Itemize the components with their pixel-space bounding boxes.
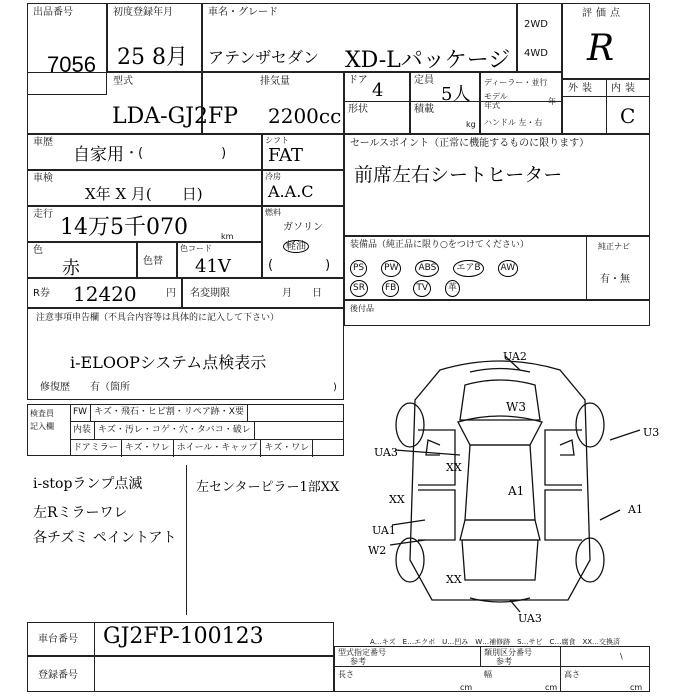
car-name-value: アテンザセダン [208, 48, 320, 67]
shift-label: シフト [265, 136, 289, 145]
first-reg-label: 初度登録年月 [113, 7, 173, 18]
ac-label: 冷房 [265, 172, 281, 181]
inspector-cell: キズ・汚レ・コゲ・穴・タバコ・破レ [95, 422, 255, 439]
inspection-value: X年 X 月( 日) [85, 185, 203, 203]
recycle-unit: 円 [166, 288, 176, 299]
displacement-label: 排気量 [260, 76, 290, 87]
afterfit-label: 後付品 [350, 304, 374, 313]
equipment-item-r2-2: TV [413, 280, 431, 297]
mark-roof: W3 [506, 400, 526, 414]
mark-left-lower-2: W2 [368, 544, 387, 557]
length-unit: cm [460, 683, 473, 692]
sales-point-value: 前席左右シートヒーター [354, 164, 563, 186]
equipment-item-r1-2: ABS [415, 260, 439, 277]
inspector-cell: ホイール・キャップ [174, 440, 262, 457]
equipment-item-r1-4: AW [498, 260, 519, 277]
notes-value: i-ELOOPシステム点検表示 [70, 353, 267, 372]
afterfit-box [344, 300, 650, 326]
color-box [27, 242, 137, 278]
color-code-label: 色コード [180, 244, 212, 253]
mark-left-lower-1: UA1 [372, 524, 396, 537]
mark-left: XX [389, 493, 405, 506]
ac-value: A.A.C [268, 182, 314, 201]
capacity-value: 5人 [441, 84, 471, 105]
history-value: 自家用 [73, 145, 124, 165]
exterior-label: 外装 [568, 83, 596, 94]
color-value: 赤 [62, 258, 80, 279]
nav-label: 純正ナビ [598, 242, 630, 251]
category-ref: 参考 [496, 657, 512, 666]
inspector-label-1: 検査員 [30, 409, 54, 418]
interior-label: 内装 [611, 83, 639, 94]
width-unit: cm [545, 683, 558, 692]
inspector-cell: FW [70, 404, 91, 421]
doors-label: ドア [348, 75, 368, 86]
repair-label: 修復歴 有（箇所 [40, 382, 130, 393]
equipment-item-r2-3: 革 [445, 280, 460, 297]
mileage-label: 走行 [33, 209, 53, 220]
inspector-label-2: 記入欄 [30, 422, 54, 431]
load-unit: kg [466, 120, 476, 129]
mark-right-side: A1 [628, 503, 643, 516]
inspector-cell: キズ・ワレ [122, 440, 174, 457]
mark-left-upper: UA3 [374, 446, 398, 459]
inspector-row [70, 404, 344, 422]
fuel-label: 燃料 [265, 208, 281, 217]
shift-value: FAT [268, 145, 303, 166]
doors-value: 4 [372, 80, 384, 101]
equipment-item-r2-0: SR [350, 280, 368, 297]
recycle-value: 12420 [73, 282, 137, 306]
inspector-row [70, 422, 344, 440]
color-label: 色 [33, 245, 43, 256]
equipment-row-2 [350, 280, 460, 297]
score-label: 評価点 [582, 8, 624, 19]
recycle-label: R券 [33, 288, 50, 299]
drive-4wd: 4WD [524, 48, 548, 59]
mileage-value: 14万5千070 [60, 215, 188, 240]
drive-box [517, 3, 562, 72]
fuel-value: ガソリン [283, 222, 323, 233]
grade-value: XD-Lパッケージ [345, 48, 511, 73]
load-label: 積載 [414, 104, 434, 115]
mark-top: UA2 [503, 350, 527, 363]
model-year-label: モデル年式 [484, 92, 508, 110]
model-label: 型式 [113, 76, 133, 87]
damage-legend: A…キズ E…エクボ U…凹み W…補修跡 S…サビ C…腐食 XX…交換済 [370, 638, 621, 646]
height-label: 高さ [564, 670, 580, 679]
equipment-label: 装備品（純正品に限り○をつけてください） [350, 240, 529, 250]
handle-label: ハンドル 左・右 [484, 118, 543, 127]
handwritten-note-2: 左Rミラーワレ [33, 505, 128, 521]
inspector-cell: 内装 [70, 422, 95, 439]
handwritten-note-1: i-stopランプ点滅 [33, 476, 143, 492]
equipment-item-r1-1: PW [381, 260, 401, 277]
category-label: 類別区分番号 [484, 648, 532, 657]
chassis-label: 車台番号 [38, 634, 78, 645]
notes-label: 注意事項申告欄（不具合内容等は具体的に記入して下さい） [36, 313, 280, 323]
model-year-unit: 年 [548, 97, 556, 106]
history-paren: ・( ) [125, 146, 227, 161]
handwritten-note-3: 各チズミ ペイントアト [33, 530, 177, 546]
capacity-label: 定員 [414, 75, 434, 86]
mark-bottom: UA3 [518, 612, 542, 625]
model-code-label: 型式指定番号 [338, 648, 386, 657]
score-value: R [587, 28, 615, 69]
lot-number: 7056 [47, 52, 96, 77]
drive-2wd: 2WD [524, 19, 548, 30]
model-code-ref: 参考 [350, 657, 366, 666]
height-unit: cm [630, 683, 643, 692]
width-label: 幅 [484, 670, 492, 679]
car-name-label: 車名・グレード [208, 7, 278, 18]
equipment-item-r2-1: FB [382, 280, 399, 297]
inspector-cell: ドアミラー [70, 440, 122, 457]
history-label: 車歴 [33, 137, 53, 148]
note-right: 左センターピラー1部XX [196, 480, 340, 495]
color-change-label: 色替 [143, 256, 163, 267]
name-change-label: 名変期限 [190, 288, 230, 299]
inspector-rows [70, 404, 344, 457]
interior-value: C [620, 104, 636, 128]
model-value: LDA-GJ2FP [112, 104, 239, 129]
lot-label: 出品番号 [33, 7, 73, 18]
nav-value: 有・無 [600, 274, 630, 285]
equipment-row-1 [350, 260, 518, 277]
color-code-value: 41V [195, 256, 231, 277]
equipment-item-r1-0: PS [350, 260, 367, 277]
name-change-unit: 月 日 [282, 288, 322, 299]
first-reg-value: 25 8月 [117, 45, 188, 70]
shape-label: 形状 [348, 104, 368, 115]
bottom-value: \ [620, 652, 623, 661]
registration-label: 登録番号 [38, 670, 78, 681]
inspection-label: 車検 [33, 173, 53, 184]
inspector-cell: キズ・ワレ [261, 440, 313, 457]
fuel-paren: ( ) [268, 258, 331, 273]
mileage-unit: km [221, 232, 234, 241]
inspector-cell: キズ・飛石・ヒビ割・リペア跡・X要 [91, 404, 248, 421]
mark-hood-left: XX [446, 461, 462, 474]
mark-trunk: XX [446, 573, 462, 586]
mark-center: A1 [508, 484, 525, 498]
repair-close: ) [333, 382, 337, 393]
equipment-item-r1-3: エアB [453, 260, 483, 277]
mark-right: U3 [643, 426, 660, 439]
dealer-label: ディーラー・並行 [484, 78, 548, 87]
inspector-row [70, 440, 344, 457]
length-label: 長さ [338, 670, 354, 679]
displacement-value: 2200cc [268, 104, 342, 128]
chassis-value: GJ2FP-100123 [103, 624, 264, 649]
fuel-circled: 軽油 [283, 240, 309, 253]
sales-point-label: セールスポイント（正常に機能するものに限ります） [350, 138, 590, 149]
